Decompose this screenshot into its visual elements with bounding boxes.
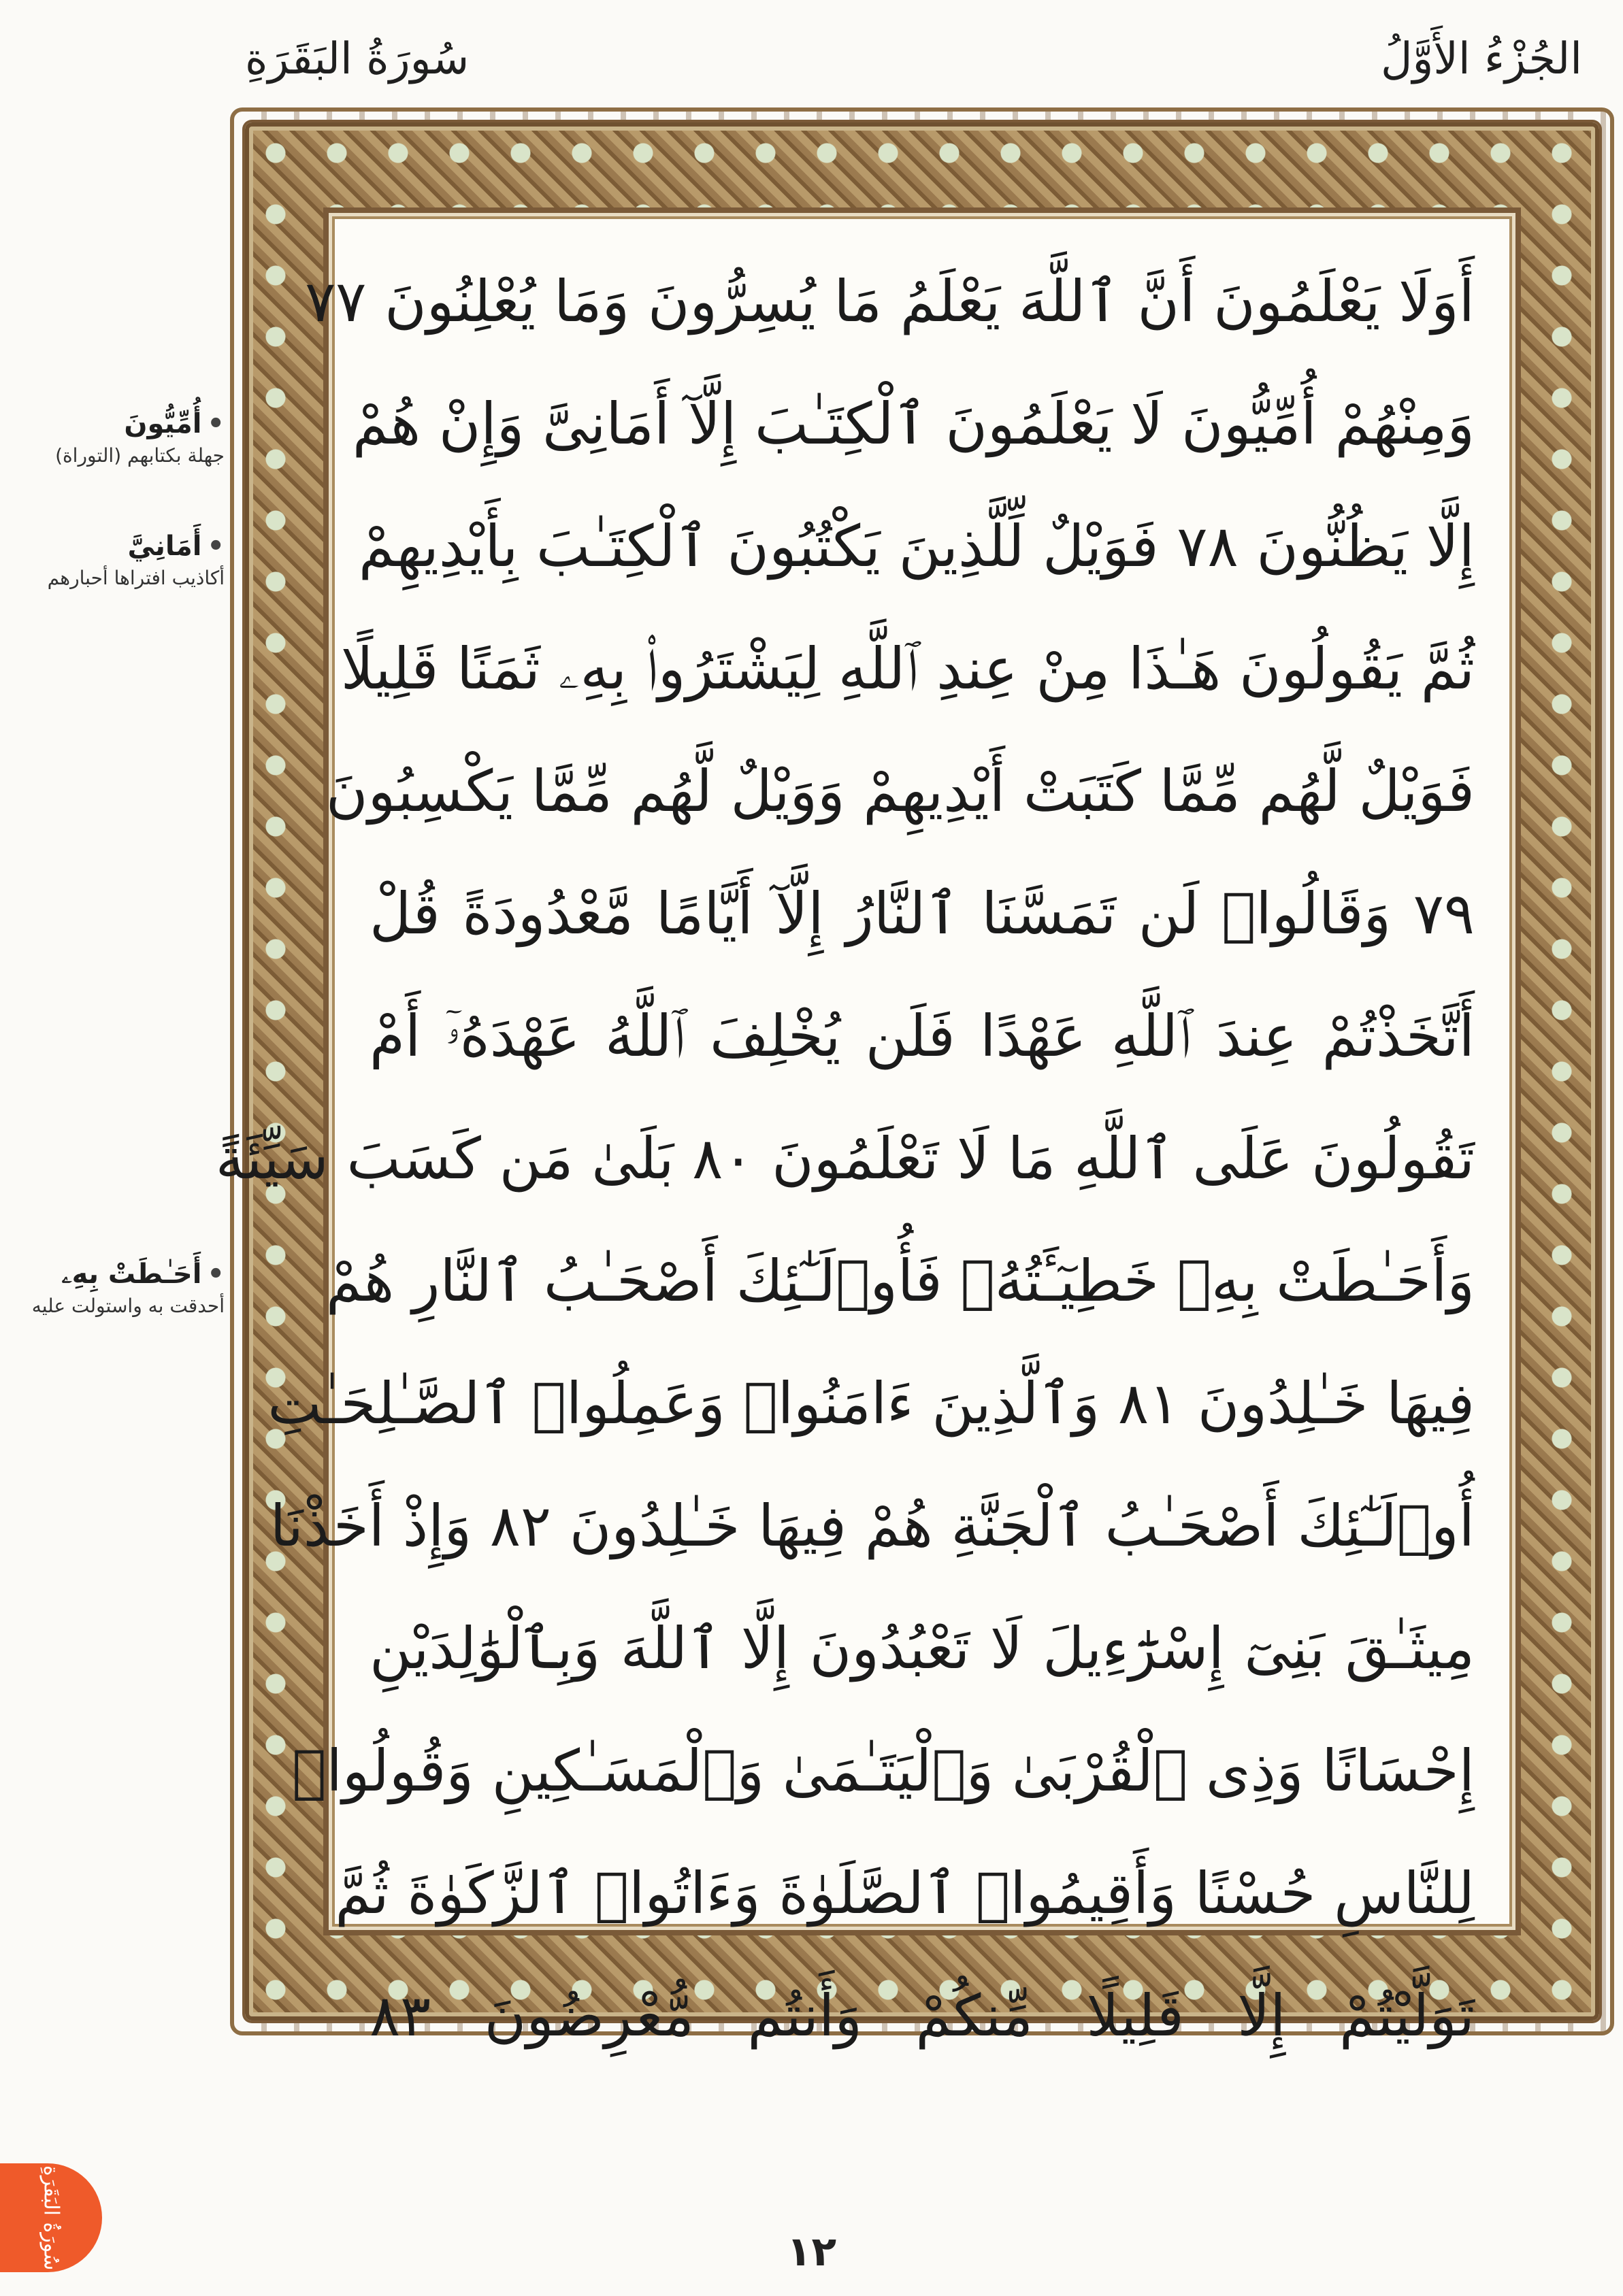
verse-line: إِحْسَانًا وَذِى ٱلْقُرْبَىٰ وَٱلْيَتَـٰمَىٰ وَٱلْمَسَـٰكِينِ وَقُولُوا۟ (292, 1737, 1475, 1804)
glossary-definition: أحدقت به واستولت عليه (31, 1295, 225, 1317)
verse-line: ٧٩ وَقَالُوا۟ لَن تَمَسَّنَا ٱلنَّارُ إِلَّآ أَيَّامًا مَّعْدُودَةً قُلْ (370, 880, 1475, 947)
quran-text (215, 240, 1475, 2077)
verse-line: مِيثَـٰقَ بَنِىٓ إِسْرَٰٓءِيلَ لَا تَعْبُدُونَ إِلَّا ٱللَّهَ وَبِٱلْوَٰلِدَيْنِ (370, 1615, 1475, 1682)
verse-line: فَوَيْلٌ لَّهُم مِّمَّا كَتَبَتْ أَيْدِيهِمْ وَوَيْلٌ لَّهُم مِّمَّا يَكْسِبُونَ (325, 758, 1475, 825)
verse-line: أَتَّخَذْتُمْ عِندَ ٱللَّهِ عَهْدًا فَلَن يُخْلِفَ ٱللَّهُ عَهْدَهُۥٓ أَمْ (370, 1003, 1475, 1069)
juz-title: الجُزْءُ الأَوَّلُ (1380, 34, 1582, 84)
glossary-entry (20, 531, 225, 590)
verse-line: تَقُولُونَ عَلَى ٱللَّهِ مَا لَا تَعْلَمُونَ ٨٠ بَلَىٰ مَن كَسَبَ سَيِّئَةً (215, 1125, 1475, 1192)
verse-line: إِلَّا يَظُنُّونَ ٧٨ فَوَيْلٌ لِّلَّذِينَ يَكْتُبُونَ ٱلْكِتَـٰبَ بِأَيْدِيهِمْ (358, 513, 1475, 580)
glossary-entry (20, 408, 225, 468)
glossary-entry (20, 1259, 225, 1318)
verse-line: وَأَحَـٰطَتْ بِهِۦ خَطِيٓـَٔتُهُۥ فَأُو۟لَـٰٓئِكَ أَصْحَـٰبُ ٱلنَّارِ هُمْ (326, 1248, 1475, 1314)
verse-line: فِيهَا خَـٰلِدُونَ ٨١ وَٱلَّذِينَ ءَامَنُوا۟ وَعَمِلُوا۟ ٱلصَّـٰلِحَـٰتِ (267, 1370, 1475, 1437)
glossary-definition: جهلة بكتابهم (التوراة) (55, 444, 225, 467)
verse-line: أُو۟لَـٰٓئِكَ أَصْحَـٰبُ ٱلْجَنَّةِ هُمْ فِيهَا خَـٰلِدُونَ ٨٢ وَإِذْ أَخَذْنَا (269, 1493, 1475, 1559)
page-number: ١٢ (786, 2228, 837, 2276)
surah-title: سُورَةُ البَقَرَةِ (245, 34, 470, 84)
verse-line: أَوَلَا يَعْلَمُونَ أَنَّ ٱللَّهَ يَعْلَمُ مَا يُسِرُّونَ وَمَا يُعْلِنُونَ ٧٧ (305, 268, 1475, 335)
verse-line: وَمِنْهُمْ أُمِّيُّونَ لَا يَعْلَمُونَ ٱلْكِتَـٰبَ إِلَّآ أَمَانِىَّ وَإِنْ هُمْ (352, 390, 1475, 457)
glossary-definition: أكاذيب افتراها أحبارهم (47, 567, 225, 589)
surah-side-tab[interactable]: سُورَةُ البَقَرَةِ (0, 2163, 102, 2272)
verse-line: لِلنَّاسِ حُسْنًا وَأَقِيمُوا۟ ٱلصَّلَوٰةَ وَءَاتُوا۟ ٱلزَّكَوٰةَ ثُمَّ (335, 1860, 1475, 1927)
ornamental-frame (215, 122, 1599, 2049)
text-panel (215, 207, 1521, 2049)
glossary-term: • أَمَانِيَّ (20, 531, 225, 562)
verse-line: تَوَلَّيْتُمْ إِلَّا قَلِيلًا مِّنكُمْ وَأَنتُم مُّعْرِضُونَ ٨٣ (370, 1982, 1475, 2049)
verse-line: ثُمَّ يَقُولُونَ هَـٰذَا مِنْ عِندِ ٱللَّهِ لِيَشْتَرُوا۟ بِهِۦ ثَمَنًا قَلِيلًا (340, 635, 1475, 702)
glossary-term: • أَحَـٰطَتْ بِهِۦ (20, 1259, 225, 1290)
glossary-term: • أُمِّيُّونَ (20, 408, 225, 439)
